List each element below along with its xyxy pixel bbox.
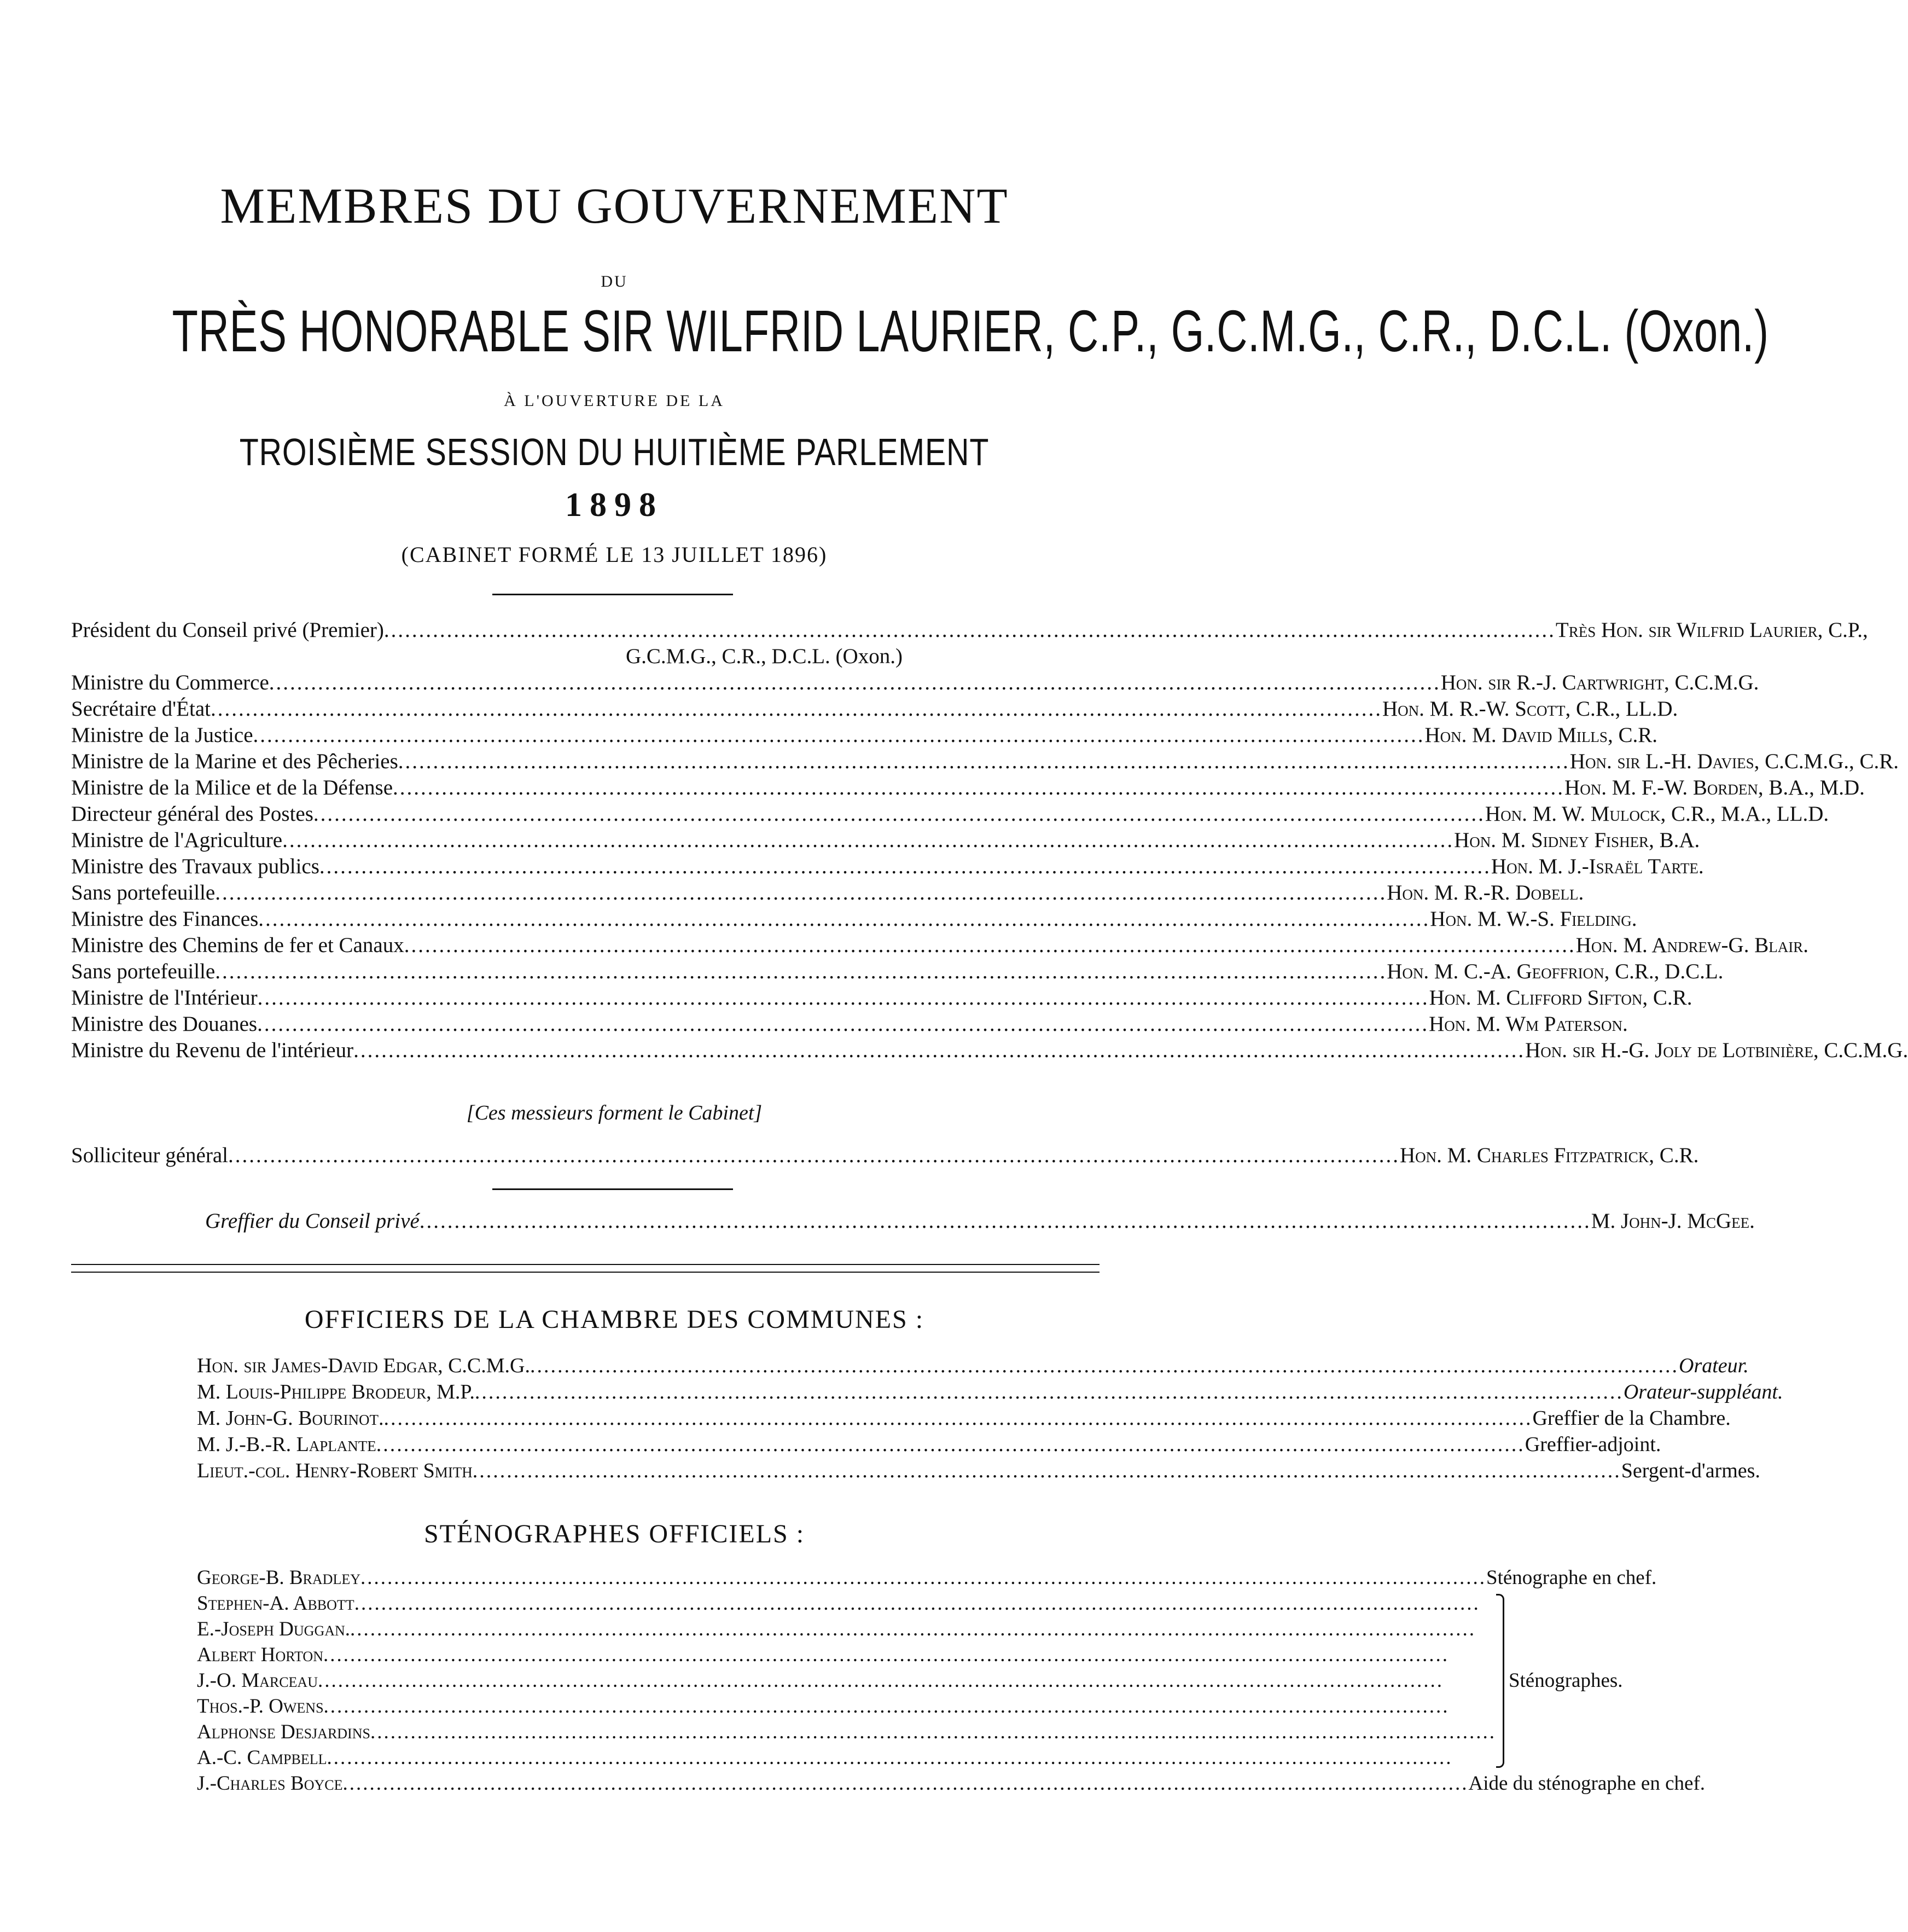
list-item	[197, 1379, 1783, 1405]
office-label: Ministre des Travaux publics	[71, 855, 319, 878]
list-item	[71, 827, 1700, 854]
stenographers-group-names	[197, 1591, 1496, 1771]
stenographer-role: Aide du sténographe en chef.	[1468, 1772, 1706, 1795]
office-label: Greffier du Conseil privé	[205, 1209, 420, 1233]
office-label: Ministre du Commerce	[71, 671, 269, 694]
opening-line: À L'OUVERTURE DE LA	[504, 392, 725, 410]
member-name: Hon. M. David Mills, C.R.	[1424, 723, 1657, 747]
office-label: Ministre de l'Intérieur	[71, 986, 258, 1009]
stenographer-name: Albert Horton	[197, 1644, 323, 1666]
stenographer-name: Alphonse Desjardins	[197, 1721, 370, 1743]
member-name: Très Hon. sir Wilfrid Laurier, C.P.,	[1555, 618, 1868, 642]
stenographer-name: George-B. Bradley	[197, 1567, 360, 1589]
leader-dots	[327, 1745, 1496, 1771]
member-name: Hon. M. Sidney Fisher, B.A.	[1454, 828, 1700, 852]
stenographer-name: J.-O. Marceau	[197, 1669, 318, 1692]
leader-dots	[398, 749, 1570, 775]
office-label: Directeur général des Postes	[71, 802, 313, 826]
premier-continuation: G.C.M.G., C.R., D.C.L. (Oxon.)	[626, 645, 903, 668]
curly-brace	[1496, 1594, 1504, 1768]
double-rule-top	[71, 1264, 1100, 1265]
officer-role: Greffier de la Chambre.	[1532, 1407, 1731, 1430]
leader-dots	[354, 1591, 1496, 1616]
list-item	[71, 880, 1584, 906]
premier-heading: TRÈS HONORABLE SIR WILFRID LAURIER, C.P., G.C.M.G., C.R., D.C.L. (Oxon.)	[172, 298, 1769, 364]
leader-dots	[258, 906, 1430, 932]
leader-dots	[384, 617, 1556, 643]
leader-dots	[384, 1405, 1533, 1431]
leader-dots	[475, 1379, 1624, 1405]
member-name: Hon. M. Andrew-G. Blair.	[1575, 933, 1808, 957]
leader-dots	[376, 1431, 1525, 1458]
leader-dots	[404, 932, 1576, 959]
list-item	[197, 1693, 1496, 1719]
member-name: Hon. M. C.-A. Geoffrion, C.R., D.C.L.	[1387, 960, 1724, 983]
page-title: MEMBRES DU GOUVERNEMENT	[220, 178, 1009, 234]
stenographer-name: E.-Joseph Duggan.	[197, 1618, 351, 1640]
list-item	[71, 959, 1724, 985]
year: 1898	[565, 486, 664, 524]
member-name: Hon. M. W.-S. Fielding.	[1430, 907, 1637, 931]
list-item	[71, 906, 1637, 932]
list-item	[71, 1142, 1699, 1169]
leader-dots	[253, 722, 1425, 749]
stenographers-group	[197, 1591, 1623, 1771]
list-item	[71, 696, 1678, 722]
list-item	[197, 1565, 1657, 1591]
cabinet-note: [Ces messieurs forment le Cabinet]	[466, 1101, 763, 1124]
leader-dots	[420, 1208, 1591, 1234]
office-label: Ministre de la Justice	[71, 723, 253, 747]
commons-heading: OFFICIERS DE LA CHAMBRE DES COMMUNES :	[304, 1305, 924, 1334]
office-label: Secrétaire d'État	[71, 697, 211, 721]
office-label: Ministre de l'Agriculture	[71, 828, 283, 852]
list-item	[71, 854, 1704, 880]
office-label: Ministre des Douanes	[71, 1012, 258, 1036]
list-item	[197, 1642, 1496, 1668]
list-item	[71, 932, 1808, 959]
list-item	[71, 749, 1899, 775]
cabinet-list	[71, 617, 1908, 1064]
leader-dots	[215, 880, 1387, 906]
privy-council-clerk	[205, 1208, 1755, 1234]
member-name: Hon. sir H.-G. Joly de Lotbinière, C.C.M.G.	[1525, 1038, 1908, 1062]
member-name: Hon. M. R.-W. Scott, C.R., LL.D.	[1382, 697, 1678, 721]
officer-name: M. Louis-Philippe Brodeur, M.P.	[197, 1380, 475, 1403]
list-item	[205, 1208, 1755, 1234]
officer-role: Orateur-suppléant.	[1623, 1380, 1783, 1403]
divider	[492, 1188, 733, 1190]
list-item	[197, 1591, 1496, 1616]
stenographers-brace-group	[1496, 1591, 1623, 1771]
stenographer-name: Thos.-P. Owens	[197, 1695, 324, 1718]
leader-dots	[257, 1011, 1429, 1037]
list-item	[197, 1405, 1731, 1431]
office-label: Ministre du Revenu de l'intérieur	[71, 1038, 354, 1062]
office-label: Ministre de la Marine et des Pêcheries	[71, 750, 398, 773]
leader-dots	[324, 1693, 1496, 1719]
office-label: Président du Conseil privé (Premier)	[71, 618, 384, 642]
list-item	[197, 1771, 1706, 1796]
member-name: Hon. sir L.-H. Davies, C.C.M.G., C.R.	[1569, 750, 1899, 773]
leader-dots	[269, 670, 1441, 696]
member-name: Hon. M. Charles Fitzpatrick, C.R.	[1399, 1144, 1699, 1167]
stenographer-name: J.-Charles Boyce	[197, 1772, 343, 1795]
leader-dots	[342, 1771, 1468, 1796]
office-label: Solliciteur général	[71, 1144, 228, 1167]
officer-role: Greffier-adjoint.	[1525, 1433, 1661, 1456]
cabinet-formed-date: (CABINET FORMÉ LE 13 JUILLET 1896)	[401, 542, 828, 567]
office-label: Ministre de la Milice et de la Défense	[71, 776, 393, 799]
leader-dots	[211, 696, 1382, 722]
list-item	[71, 722, 1657, 749]
officer-role: Sergent-d'armes.	[1621, 1459, 1760, 1482]
session-heading: TROISIÈME SESSION DU HUITIÈME PARLEMENT	[239, 431, 990, 473]
office-label: Sans portefeuille	[71, 960, 216, 983]
list-item	[71, 670, 1759, 696]
list-item	[71, 801, 1829, 827]
list-item	[197, 1353, 1749, 1379]
double-rule-bottom	[71, 1272, 1100, 1273]
leader-dots	[370, 1719, 1496, 1745]
list-item	[197, 1719, 1496, 1745]
list-item	[197, 1668, 1496, 1693]
member-name: Hon. M. R.-R. Dobell.	[1387, 881, 1584, 904]
list-item	[197, 1431, 1661, 1458]
stenographer-name: A.-C. Campbell	[197, 1747, 327, 1769]
list-item	[197, 1616, 1496, 1642]
leader-dots	[318, 1668, 1496, 1693]
leader-dots	[282, 827, 1454, 854]
leader-dots	[313, 801, 1485, 827]
leader-dots	[258, 985, 1429, 1011]
member-name: M. John-J. McGee.	[1591, 1209, 1755, 1233]
title-connector: DU	[601, 272, 628, 291]
list-item	[71, 775, 1865, 801]
stenographers-list	[197, 1565, 1706, 1796]
member-name: Hon. sir R.-J. Cartwright, C.C.M.G.	[1440, 671, 1759, 694]
office-label: Sans portefeuille	[71, 881, 216, 904]
commons-officers	[197, 1353, 1783, 1484]
list-item	[197, 1458, 1760, 1484]
office-label: Ministre des Finances	[71, 907, 259, 931]
leader-dots	[228, 1142, 1400, 1169]
member-name: Hon. M. J.-Israël Tarte.	[1491, 855, 1704, 878]
list-item	[71, 985, 1692, 1011]
list-item	[71, 617, 1868, 643]
leader-dots	[319, 854, 1491, 880]
leader-dots	[323, 1642, 1496, 1668]
leader-dots	[215, 959, 1387, 985]
list-item	[71, 1037, 1908, 1064]
stenographers-heading: STÉNOGRAPHES OFFICIELS :	[423, 1519, 805, 1548]
officer-name: Hon. sir James-David Edgar, C.C.M.G.	[197, 1354, 530, 1377]
list-item	[71, 1011, 1628, 1037]
leader-dots	[350, 1616, 1496, 1642]
officer-name: M. John-G. Bourinot.	[197, 1407, 384, 1430]
member-name: Hon. M. Clifford Sifton, C.R.	[1429, 986, 1692, 1009]
member-name: Hon. M. Wm Paterson.	[1429, 1012, 1628, 1036]
solicitor-general	[71, 1142, 1699, 1169]
member-name: Hon. M. F.-W. Borden, B.A., M.D.	[1564, 776, 1865, 799]
stenographers-role: Sténographes.	[1508, 1669, 1623, 1692]
stenographer-role: Sténographe en chef.	[1486, 1567, 1657, 1589]
leader-dots	[353, 1037, 1525, 1064]
leader-dots	[393, 775, 1564, 801]
office-label: Ministre des Chemins de fer et Canaux	[71, 933, 404, 957]
leader-dots	[360, 1565, 1486, 1591]
officer-role: Orateur.	[1679, 1354, 1749, 1377]
officer-name: Lieut.-col. Henry-Robert Smith	[197, 1459, 473, 1482]
list-item	[197, 1745, 1496, 1771]
stenographer-name: Stephen-A. Abbott	[197, 1592, 354, 1615]
member-name: Hon. M. W. Mulock, C.R., M.A., LL.D.	[1485, 802, 1829, 826]
divider	[492, 594, 733, 595]
leader-dots	[530, 1353, 1679, 1379]
officer-name: M. J.-B.-R. Laplante	[197, 1433, 376, 1456]
leader-dots	[473, 1458, 1621, 1484]
